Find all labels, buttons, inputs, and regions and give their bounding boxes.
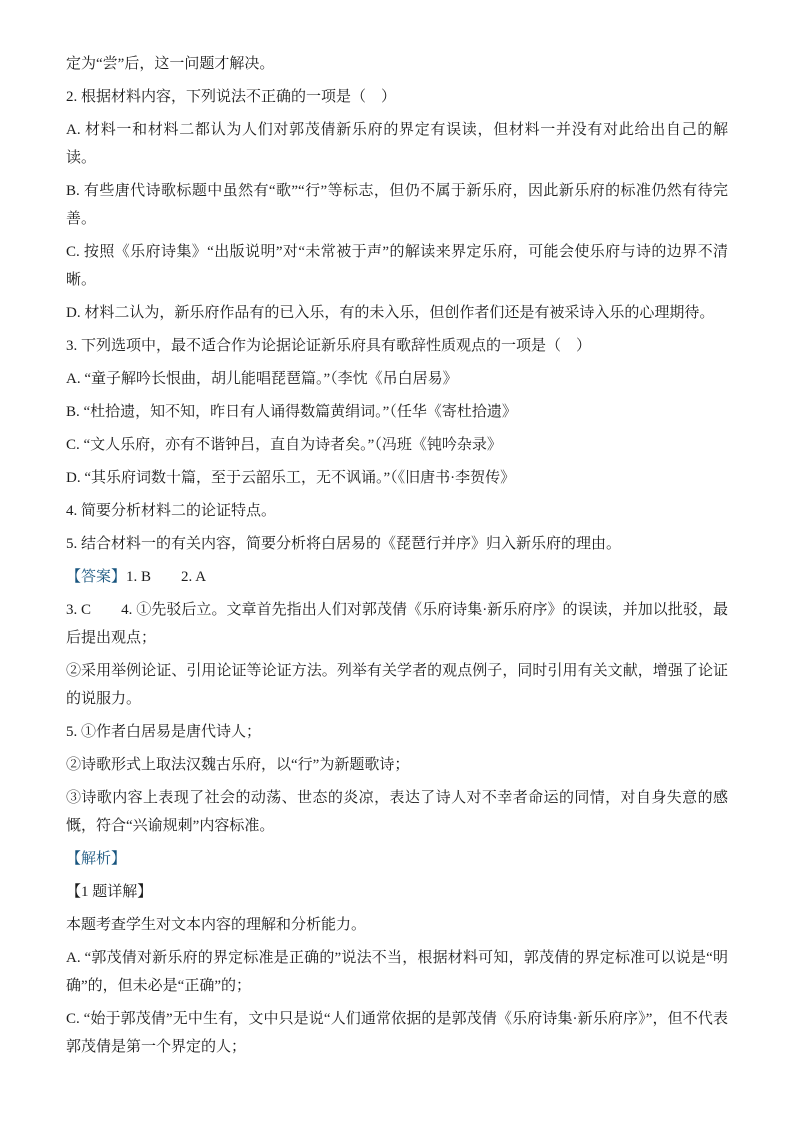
answer-5-point-3: ③诗歌内容上表现了社会的动荡、世态的炎凉，表达了诗人对不幸者命运的同情，对自身失意的感慨，符合“兴谕规刺”内容标准。 (66, 790, 728, 834)
analysis-intro: 本题考查学生对文本内容的理解和分析能力。 (66, 917, 367, 933)
answer-section-line (66, 563, 728, 591)
question-3-option-c: C. “文人乐府，亦有不谐钟吕，直自为诗者矣。”（冯班《钝吟杂录》 (66, 437, 502, 453)
question-2-option-c: C. 按照《乐府诗集》“出版说明”对“未常被于声”的解读来界定乐府，可能会使乐府与诗的边界不清晰。 (66, 244, 728, 288)
question-2-option-d: D. 材料二认为，新乐府作品有的已入乐，有的未入乐，但创作者们还是有被采诗入乐的心理期待。 (66, 305, 715, 321)
question-3-option-d: D. “其乐府词数十篇，至于云韶乐工，无不讽诵。”（《旧唐书·李贺传》 (66, 470, 516, 486)
question-3-option-a: A. “童子解吟长恨曲，胡儿能唱琵琶篇。”（李忱《吊白居易》 (66, 371, 458, 387)
question-3: 3. 下列选项中，最不适合作为论据论证新乐府具有歌辞性质观点的一项是（ ） (66, 338, 592, 354)
answer-label: 【答案】 (66, 569, 127, 585)
analysis-option-c: C. “始于郭茂倩”无中生有，文中只是说“人们通常依据的是郭茂倩《乐府诗集·新乐府序》”，但不代表郭茂倩是第一个界定的人； (66, 1011, 728, 1055)
answer-5-point-1: 5. ①作者白居易是唐代诗人； (66, 724, 262, 740)
question-2: 2. 根据材料内容，下列说法不正确的一项是（ ） (66, 89, 397, 105)
question-3-option-b: B. “杜拾遗，知不知，昨日有人诵得数篇黄绢词。”（任华《寄杜拾遗》 (66, 404, 517, 420)
analysis-label: 【解析】 (66, 851, 127, 867)
detail-header-question-1: 【1 题详解】 (66, 884, 153, 900)
question-4: 4. 简要分析材料二的论证特点。 (66, 503, 277, 519)
answer-5-point-2: ②诗歌形式上取法汉魏古乐府，以“行”为新题歌诗； (66, 757, 410, 773)
answer-choices-3-4: 3. C 4. ①先驳后立。文章首先指出人们对郭茂倩《乐府诗集·新乐府序》的误读，并加以批驳，最后提出观点； (66, 602, 728, 646)
question-2-option-b: B. 有些唐代诗歌标题中虽然有“歌”“行”等标志，但仍不属于新乐府，因此新乐府的标准仍然有待完善。 (66, 183, 728, 227)
question-5: 5. 结合材料一的有关内容，简要分析将白居易的《琵琶行并序》归入新乐府的理由。 (66, 536, 622, 552)
continuation-text: 定为“尝”后，这一问题才解决。 (66, 56, 275, 72)
analysis-option-a: A. “郭茂倩对新乐府的界定标准是正确的”说法不当，根据材料可知，郭茂倩的界定标准可以说是“明确”的，但未必是“正确”的； (66, 950, 728, 994)
question-2-option-a: A. 材料一和材料二都认为人们对郭茂倩新乐府的界定有误读，但材料一并没有对此给出自己的解读。 (66, 122, 728, 166)
answer-4-point-2: ②采用举例论证、引用论证等论证方法。列举有关学者的观点例子，同时引用有关文献，增强了论证的说服力。 (66, 663, 728, 707)
analysis-section-header (66, 845, 728, 873)
answer-choices-1-2: 1. B 2. A (126, 569, 207, 585)
